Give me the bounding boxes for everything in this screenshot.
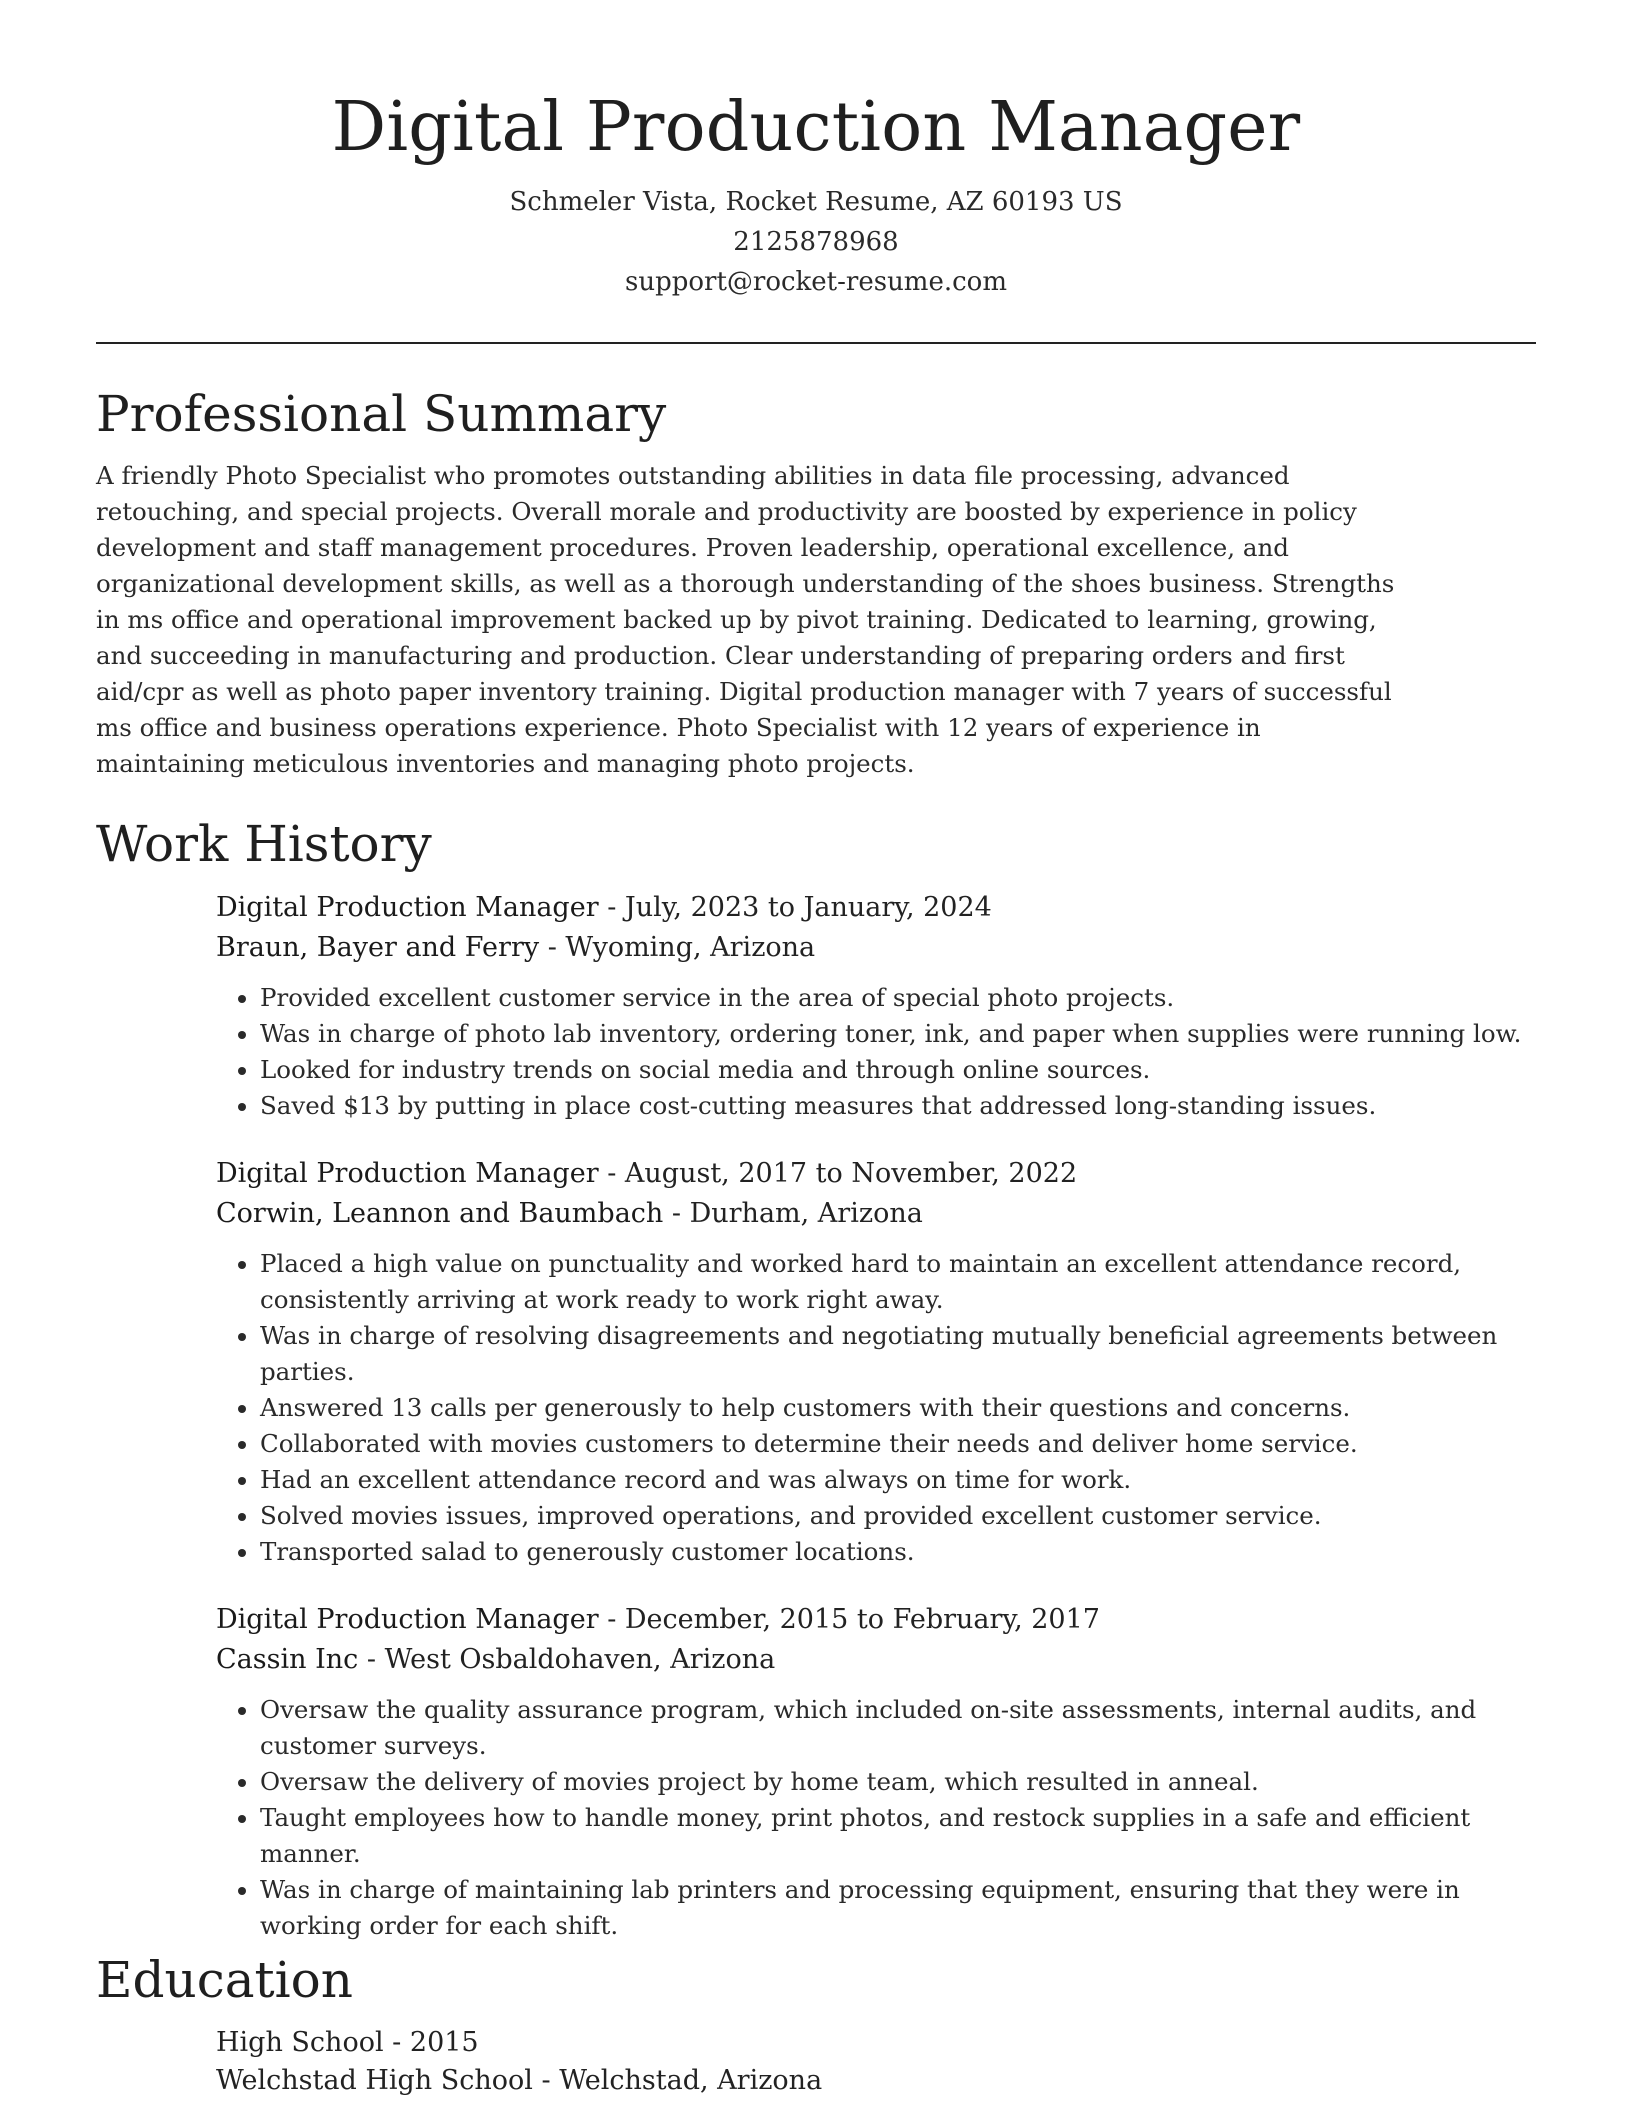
list-item: • Was in charge of photo lab inventory, ordering toner, ink, and paper when supplies were running low. [260,1016,1536,1052]
separator: - [539,932,566,963]
separator: - [358,1644,385,1675]
resume-header [0,0,1632,302]
separator: - [598,892,625,923]
job-company-line [216,928,1536,968]
education-degree: High School [216,2027,384,2058]
job-entry [216,888,1536,1124]
list-item: • Provided excellent customer service in the area of special photo projects. [260,980,1536,1016]
work-history-title: Work History [96,815,432,873]
job-role: Digital Production Manager [216,892,599,923]
list-item: • Saved $13 by putting in place cost-cutting measures that addressed long-standing issues. [260,1088,1536,1124]
separator: - [598,1604,625,1635]
separator: - [598,1158,625,1189]
phone: 2125878968 [733,227,899,257]
job-company: Braun, Bayer and Ferry [216,932,540,963]
job-title-line [216,1600,1536,1640]
education-section [96,1950,1536,2100]
list-item: • Was in charge of resolving disagreements and negotiating mutually beneficial agreements between parties. [260,1318,1536,1390]
education-degree-line [216,2024,1536,2062]
education-year: 2015 [409,2027,479,2058]
job-location: Wyoming, Arizona [565,932,816,963]
summary-title: Professional Summary [96,385,667,443]
job-company-line [216,1194,1536,1234]
list-item: • Taught employees how to handle money, print photos, and restock supplies in a safe and efficient manner. [260,1800,1536,1872]
job-bullets [216,1692,1536,1944]
job-bullets [216,980,1536,1124]
job-company-line [216,1640,1536,1680]
job-dates: December, 2015 to February, 2017 [624,1604,1100,1635]
summary-text: A friendly Photo Specialist who promotes outstanding abilities in data file processing, advanced retouching, and special projects. Overall morale and productivity are boosted by experience in policy development and staff management procedures. Proven leadership, operational excellence, and organizational development skills, as well as a thorough understanding of the shoes business. Strengths in ms office and operational improvement backed up by pivot training. Dedicated to learning, growing, and succeeding in manufacturing and production. Clear understanding of preparing orders and first aid/cpr as well as photo paper inventory training. Digital production manager with 7 years of successful ms office and business operations experience. Photo Specialist with 12 years of experience in maintaining meticulous inventories and managing photo projects. [96,461,1395,778]
education-school-line [216,2062,1536,2100]
job-role: Digital Production Manager [216,1604,599,1635]
job-dates: August, 2017 to November, 2022 [624,1158,1078,1189]
list-item: • Solved movies issues, improved operations, and provided excellent customer service. [260,1498,1536,1534]
list-item: • Looked for industry trends on social media and through online sources. [260,1052,1536,1088]
email: support@rocket-resume.com [624,267,1007,297]
summary-section [96,384,1536,782]
job-dates: July, 2023 to January, 2024 [624,892,992,923]
separator: - [532,2065,560,2096]
list-item: • Was in charge of maintaining lab printers and processing equipment, ensuring that they were in working order for each shift. [260,1872,1536,1944]
job-location: Durham, Arizona [689,1198,923,1229]
separator: - [663,1198,690,1229]
list-item: • Collaborated with movies customers to determine their needs and deliver home service. [260,1426,1536,1462]
list-item: • Transported salad to generously customer locations. [260,1534,1536,1570]
header-divider [96,342,1536,344]
list-item: • Placed a high value on punctuality and worked hard to maintain an excellent attendance record, consistently arriving at work ready to work right away. [260,1246,1536,1318]
job-company: Cassin Inc [216,1644,359,1675]
job-company: Corwin, Leannon and Baumbach [216,1198,664,1229]
education-title: Education [96,1951,353,2009]
job-bullets [216,1246,1536,1570]
list-item: • Oversaw the delivery of movies project by home team, which resulted in anneal. [260,1764,1536,1800]
education-school: Welchstad High School [216,2065,533,2096]
list-item: • Oversaw the quality assurance program, which included on-site assessments, internal audits, and customer surveys. [260,1692,1536,1764]
work-history-section [96,814,1536,1944]
education-entry [216,2024,1536,2100]
job-location: West Osbaldohaven, Arizona [384,1644,776,1675]
job-title-line [216,1154,1536,1194]
contact-block [0,182,1632,302]
list-item: • Had an excellent attendance record and was always on time for work. [260,1462,1536,1498]
address: Schmeler Vista, Rocket Resume, AZ 60193 US [509,187,1123,217]
candidate-name: Digital Production Manager [331,88,1301,167]
job-title-line [216,888,1536,928]
list-item: • Answered 13 calls per generously to help customers with their questions and concerns. [260,1390,1536,1426]
education-location: Welchstad, Arizona [559,2065,823,2096]
separator: - [383,2027,410,2058]
job-role: Digital Production Manager [216,1158,599,1189]
job-entry [216,1600,1536,1944]
job-entry [216,1154,1536,1570]
